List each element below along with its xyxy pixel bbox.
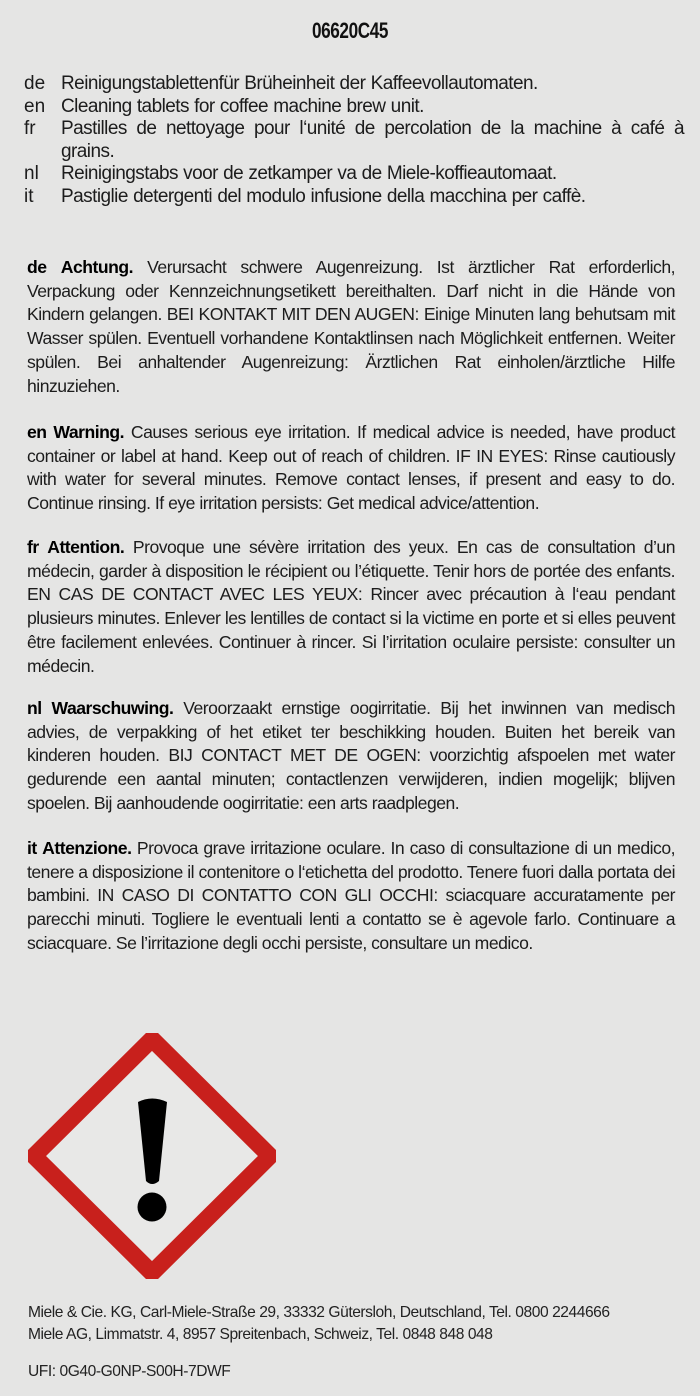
warning-it (27, 837, 675, 956)
warning-lang: fr (27, 537, 39, 557)
ufi-code: UFI: 0G40-G0NP-S00H-7DWF (28, 1363, 231, 1380)
warning-fr (27, 536, 675, 678)
warning-heading: Waarschuwing. (51, 698, 174, 718)
title-text: Pastilles de nettoyage pour l‘unité de percolation de la machine à café à grains. (61, 118, 684, 162)
lang-code: fr (24, 118, 36, 139)
warning-en (27, 421, 675, 516)
title-text: Reinigungstablettenfür Brüheinheit der Kaffeevollautomaten. (61, 73, 538, 94)
lang-code: it (24, 185, 34, 207)
warning-text: Veroorzaakt ernstige oogirritatie. Bij het inwinnen van medisch advies, de verpakking of het etiket ter beschikking houden. Buiten het bereik van kinderen houden. BIJ CONTACT MET DE OGEN: voorzichtig afspoelen met water gedurende een aantal minuten; contactlenzen verwijderen, indien mogelijk; blijven spoelen. Bij aanhoudende oogirritatie: een arts raadplegen. (27, 698, 676, 813)
lang-code: nl (24, 163, 39, 184)
warning-lang: en (27, 422, 47, 442)
address-line-1: Miele & Cie. KG, Carl-Miele-Straße 29, 33332 Gütersloh, Deutschland, Tel. 0800 2244666 (28, 1304, 610, 1321)
warning-de (27, 256, 675, 398)
lang-code: de (24, 73, 46, 94)
warning-heading: Attention. (47, 537, 125, 557)
warning-text: Provoque une sévère irritation des yeux. En cas de consultation d’un médecin, garder à disposition le récipient ou l’étiquette. Tenir hors de portée des enfants. EN CAS DE CONTACT AVEC LES YEUX: Rincer avec précaution à l‘eau pendant plusieurs minutes. Enlever les lentilles de contact si la victime en porte et si elles peuvent être facilement enlevées. Continuer à rincer. Si l’irritation oculaire persiste: consulter un médecin. (27, 537, 676, 676)
title-text: Cleaning tablets for coffee machine brew unit. (61, 95, 424, 117)
warning-text: Provoca grave irritazione oculare. In caso di consultazione di un medico, tenere a disposizione il contenitore o l‘etichetta del prodotto. Tenere fuori dalla portata dei bambini. IN CASO DI CONTATTO CON GLI OCCHI: sciacquare accuratamente per parecchi minuti. Togliere le eventuali lenti a contatto se è agevole farlo. Continuare a sciacquare. Se l’irritazione degli occhi persiste, consultare un medico. (27, 838, 675, 953)
product-titles (24, 73, 684, 208)
address-line-2: Miele AG, Limmatstr. 4, 8957 Spreitenbach, Schweiz, Tel. 0848 848 048 (28, 1326, 493, 1343)
title-row-fr (24, 118, 684, 163)
title-row-nl (24, 163, 684, 186)
warning-nl (27, 697, 675, 816)
warning-lang: de (27, 257, 47, 277)
title-row-it (24, 186, 684, 209)
lang-code: en (24, 95, 46, 117)
warning-heading: Warning. (53, 422, 125, 442)
title-row-de (24, 73, 684, 96)
warning-heading: Attenzione. (42, 838, 132, 858)
product-code: 06620C45 (311, 18, 389, 43)
title-row-en (24, 96, 684, 119)
manufacturer-address (28, 1302, 610, 1346)
warning-text: Causes serious eye irritation. If medical advice is needed, have product container or label at hand. Keep out of reach of children. IF IN EYES: Rinse cautiously with water for several minutes. Remove contact lenses, if present and easy to do. Continue rinsing. If eye irritation persists: Get medical advice/attention. (27, 422, 675, 514)
warning-lang: nl (27, 698, 42, 718)
title-text: Pastiglie detergenti del modulo infusione della macchina per caffè. (61, 185, 586, 207)
title-text: Reinigingstabs voor de zetkamper va de Miele-koffieautomaat. (61, 163, 557, 184)
warning-heading: Achtung. (60, 257, 133, 277)
warning-lang: it (27, 838, 37, 858)
ghs07-exclamation-mark-icon (28, 1033, 276, 1279)
warning-text: Verursacht schwere Augenreizung. Ist ärztlicher Rat erforderlich, Verpackung oder Kennzeichnungsetikett bereithalten. Darf nicht in die Hände von Kindern gelangen. BEI KONTAKT MIT DEN AUGEN: Einige Minuten lang behutsam mit Wasser spülen. Eventuell vorhandene Kontaktlinsen nach Möglichkeit entfernen. Weiter spülen. Bei anhaltender Augenreizung: Ärztlichen Rat einholen/ärztliche Hilfe hinzuziehen. (27, 257, 676, 396)
